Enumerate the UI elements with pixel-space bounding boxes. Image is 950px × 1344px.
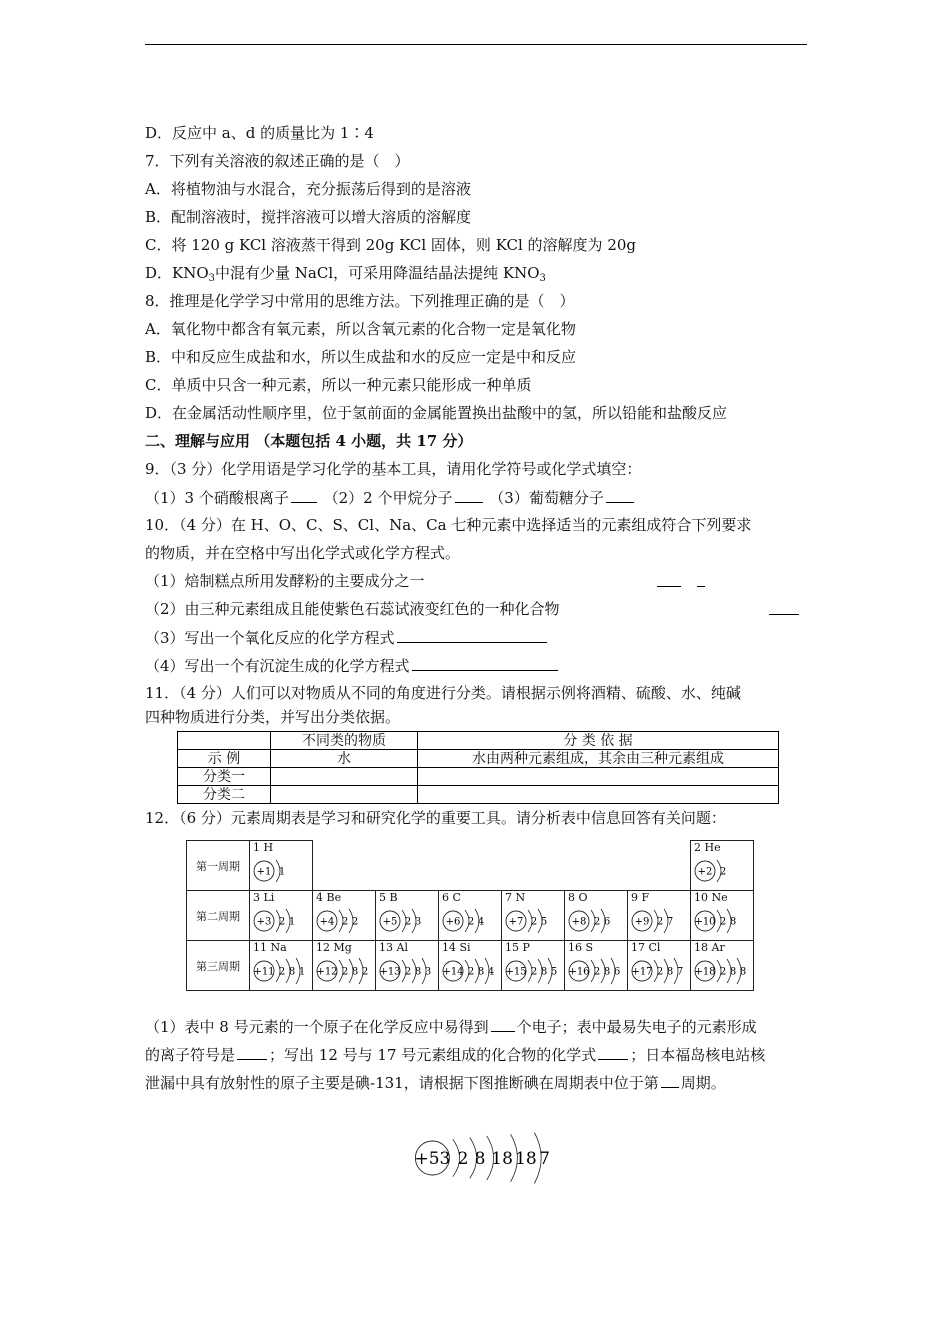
- electron-count: 6: [603, 916, 611, 928]
- electron-count: 2: [341, 966, 349, 978]
- table-row: [178, 750, 779, 768]
- electron-count: 8: [351, 966, 359, 978]
- atom-structure-diagram: [315, 903, 375, 939]
- q7d-text-1: D．KNO: [145, 264, 209, 282]
- electron-count: 8: [540, 966, 548, 978]
- table-cell-input[interactable]: [418, 786, 779, 804]
- element-cell: [250, 841, 313, 891]
- q7d-text-2: 中混有少量 NaCl，可采用降温结晶法提纯 KNO: [215, 264, 540, 282]
- q10-stem-1: 10．（4 分）在 H、O、C、S、Cl、Na、Ca 七种元素中选择适当的元素组成符合下列要求: [145, 516, 752, 534]
- nucleus-charge: +10: [694, 916, 716, 928]
- q9-blank-1[interactable]: [291, 487, 317, 503]
- electron-count: 5: [550, 966, 558, 978]
- electron-count: 1: [298, 966, 306, 978]
- element-name: 8 O: [568, 891, 588, 904]
- q7d-sub-2: 3: [539, 273, 546, 284]
- element-name: 15 P: [505, 941, 530, 954]
- q10-part2: （2）由三种元素组成且能使紫色石蕊试液变红色的一种化合物: [145, 600, 560, 618]
- element-cell: [565, 891, 628, 941]
- electron-count: 2: [656, 966, 664, 978]
- element-cell: [565, 941, 628, 991]
- element-cell: [250, 941, 313, 991]
- element-name: 5 B: [379, 891, 398, 904]
- table-header-cell: [178, 732, 271, 750]
- q12a-text-1: （1）表中 8 号元素的一个原子在化学反应中易得到: [145, 1018, 489, 1036]
- element-name: 18 Ar: [694, 941, 725, 954]
- electron-count: 8: [414, 966, 422, 978]
- element-cell: [439, 941, 502, 991]
- q10-blank-3[interactable]: [397, 627, 547, 643]
- electron-count: 2: [404, 966, 412, 978]
- header-rule: [145, 44, 807, 45]
- q8-stem: 8．推理是化学学习中常用的思维方法。下列推理正确的是（ ）: [145, 292, 575, 310]
- element-cell: [250, 891, 313, 941]
- q10-stem-2: 的物质，并在空格中写出化学式或化学方程式。: [145, 544, 461, 562]
- electron-count: 2: [467, 916, 475, 928]
- q7-option-b: B．配制溶液时，搅拌溶液可以增大溶质的溶解度: [145, 208, 472, 226]
- atom-structure-diagram: [315, 953, 375, 989]
- electron-count: 2: [404, 916, 412, 928]
- electron-count: 2: [656, 916, 664, 928]
- q12c-text-1: 泄漏中具有放射性的原子主要是碘-131，请根据下图推断碘在周期表中位于第: [145, 1074, 659, 1092]
- table-cell: 分类一: [178, 768, 271, 786]
- q7d-sub-1: 3: [208, 273, 216, 284]
- electron-count: 3: [424, 966, 432, 978]
- q7-option-c: C．将 120 g KCl 溶液蒸干得到 20g KCl 固体，则 KCl 的溶解度为 20g: [145, 236, 637, 254]
- q10-blank-1a[interactable]: [657, 571, 681, 587]
- element-name: 12 Mg: [316, 941, 352, 954]
- period-row: [187, 891, 754, 941]
- q12c-text-2: 周期。: [680, 1074, 726, 1092]
- element-cell: [313, 891, 376, 941]
- q12b-text-1: 的离子符号是: [145, 1046, 236, 1064]
- q9-part2: （2）2 个甲烷分子: [323, 489, 453, 507]
- electron-count: 3: [414, 916, 422, 928]
- nucleus-charge: +11: [253, 966, 275, 978]
- electron-count: 2: [719, 916, 727, 928]
- element-cell: [502, 891, 565, 941]
- empty-cell: [565, 841, 628, 891]
- table-header-cell: 分 类 依 据: [418, 732, 779, 750]
- table-cell: 示 例: [178, 750, 271, 768]
- q10-part4: [145, 655, 560, 676]
- q10-part1: （1）焙制糕点所用发酵粉的主要成分之一: [145, 572, 425, 590]
- nucleus-charge: +15: [505, 966, 527, 978]
- period-label: 第一周期: [187, 841, 250, 891]
- electron-count: 8: [288, 966, 296, 978]
- electron-count: 2: [341, 916, 349, 928]
- q7-stem: 7．下列有关溶液的叙述正确的是（ ）: [145, 152, 410, 170]
- empty-cell: [439, 841, 502, 891]
- atom-structure-diagram: [378, 903, 438, 939]
- q8-option-d: D．在金属活动性顺序里，位于氢前面的金属能置换出盐酸中的氢，所以铅能和盐酸反应: [145, 404, 728, 422]
- empty-cell: [628, 841, 691, 891]
- nucleus-charge: +14: [442, 966, 464, 978]
- q8-option-c: C．单质中只含一种元素，所以一种元素只能形成一种单质: [145, 376, 532, 394]
- q9-part3: （3）葡萄糖分子: [489, 489, 604, 507]
- element-name: 11 Na: [253, 941, 287, 954]
- electron-count: 2: [467, 966, 475, 978]
- nucleus-charge: +2: [697, 866, 713, 878]
- electron-count: 2: [719, 866, 727, 878]
- nucleus-charge: +16: [568, 966, 590, 978]
- empty-cell: [376, 841, 439, 891]
- element-name: 9 F: [631, 891, 650, 904]
- nucleus-charge: +9: [634, 916, 650, 928]
- element-name: 1 H: [253, 841, 274, 854]
- nucleus-charge: +17: [631, 966, 653, 978]
- electron-count: 8: [666, 966, 674, 978]
- electron-count: 8: [729, 966, 737, 978]
- q7-option-a: A．将植物油与水混合，充分振荡后得到的是溶液: [145, 180, 471, 198]
- atom-structure-diagram: [252, 853, 312, 889]
- atom-structure-diagram: [441, 903, 501, 939]
- q9-blanks-line: [145, 487, 636, 508]
- element-name: 3 Li: [253, 891, 275, 904]
- table-cell: 水由两种元素组成，其余由三种元素组成: [418, 750, 779, 768]
- atom-structure-diagram: [504, 953, 564, 989]
- table-cell-input[interactable]: [271, 768, 418, 786]
- q10-blank-4[interactable]: [412, 655, 558, 671]
- nucleus-charge: +18: [694, 966, 716, 978]
- q12a-text-2: 个电子；表中最易失电子的元素形成: [516, 1018, 757, 1036]
- table-row: [178, 768, 779, 786]
- electron-count: 1: [288, 916, 296, 928]
- element-cell: [691, 891, 754, 941]
- atom-structure-diagram: [693, 903, 753, 939]
- element-name: 16 S: [568, 941, 594, 954]
- q12-line-1: [145, 1016, 757, 1037]
- electron-count: 2: [278, 966, 286, 978]
- electron-count: 2: [593, 916, 601, 928]
- element-name: 17 Cl: [631, 941, 661, 954]
- element-cell: [502, 941, 565, 991]
- empty-cell: [502, 841, 565, 891]
- electron-count: 4: [487, 966, 495, 978]
- table-cell: 水: [271, 750, 418, 768]
- atom-structure-diagram: [630, 953, 690, 989]
- electron-count: 2: [361, 966, 369, 978]
- electron-count: 4: [477, 916, 485, 928]
- element-name: 14 Si: [442, 941, 471, 954]
- empty-cell: [313, 841, 376, 891]
- electron-count: 7: [666, 916, 674, 928]
- atom-structure-diagram: [630, 903, 690, 939]
- q11-stem-1: 11．（4 分）人们可以对物质从不同的角度进行分类。请根据示例将酒精、硫酸、水、纯碱: [145, 684, 741, 702]
- electron-count: 8: [603, 966, 611, 978]
- element-cell: [691, 941, 754, 991]
- atom-structure-diagram: [567, 953, 627, 989]
- nucleus-charge: +53: [414, 1148, 451, 1169]
- element-cell: [691, 841, 754, 891]
- q9-blank-2[interactable]: [455, 487, 483, 503]
- period-label: 第二周期: [187, 891, 250, 941]
- atom-structure-diagram: [252, 903, 312, 939]
- q10-part4-text: （4）写出一个有沉淀生成的化学方程式: [145, 657, 410, 675]
- classification-table: [177, 731, 779, 804]
- q12-stem: 12．（6 分）元素周期表是学习和研究化学的重要工具。请分析表中信息回答有关问题：: [145, 809, 726, 827]
- nucleus-charge: +5: [382, 916, 398, 928]
- electron-count: 18: [491, 1148, 513, 1169]
- q11-stem-2: 四种物质进行分类，并写出分类依据。: [145, 708, 401, 726]
- electron-count: 1: [278, 866, 286, 878]
- nucleus-charge: +7: [508, 916, 524, 928]
- section-2-title: 二、理解与应用 （本题包括 4 小题，共 17 分）: [145, 432, 473, 450]
- element-name: 7 N: [505, 891, 526, 904]
- q12-blank-4[interactable]: [661, 1072, 679, 1088]
- element-cell: [439, 891, 502, 941]
- table-cell-input[interactable]: [418, 768, 779, 786]
- electron-count: 2: [593, 966, 601, 978]
- q7-option-d: [145, 263, 546, 283]
- electron-count: 8: [474, 1148, 486, 1169]
- periodic-table: [186, 840, 754, 991]
- period-label: 第三周期: [187, 941, 250, 991]
- electron-count: 8: [729, 916, 737, 928]
- q12b-text-3: ；日本福岛核电站核: [630, 1046, 766, 1064]
- atom-structure-diagram: [693, 953, 753, 989]
- nucleus-charge: +6: [445, 916, 461, 928]
- atom-structure-diagram: [567, 903, 627, 939]
- table-cell: 分类二: [178, 786, 271, 804]
- table-header-cell: 不同类的物质: [271, 732, 418, 750]
- q10-part3: [145, 627, 549, 648]
- q10-blank-2[interactable]: [769, 599, 799, 615]
- atom-structure-diagram: [378, 953, 438, 989]
- table-header-row: [178, 732, 779, 750]
- element-cell: [376, 891, 439, 941]
- electron-count: 8: [477, 966, 485, 978]
- q9-blank-3[interactable]: [606, 487, 634, 503]
- atom-structure-diagram: [693, 853, 753, 889]
- nucleus-charge: +13: [379, 966, 401, 978]
- q12-line-2: [145, 1044, 765, 1065]
- element-cell: [628, 941, 691, 991]
- q12-blank-3[interactable]: [598, 1044, 628, 1060]
- element-name: 6 C: [442, 891, 461, 904]
- nucleus-charge: +8: [571, 916, 587, 928]
- atom-structure-diagram: [252, 953, 312, 989]
- electron-count: 2: [278, 916, 286, 928]
- electron-count: 2: [530, 916, 538, 928]
- table-cell-input[interactable]: [271, 786, 418, 804]
- q10-blank-1b[interactable]: [697, 571, 705, 587]
- electron-count: 2: [351, 916, 359, 928]
- q8-option-b: B．中和反应生成盐和水，所以生成盐和水的反应一定是中和反应: [145, 348, 577, 366]
- element-name: 10 Ne: [694, 891, 728, 904]
- atom-structure-diagram: [441, 953, 501, 989]
- iodine-atom-diagram: [412, 1118, 551, 1198]
- q6-option-d: D．反应中 a、d 的质量比为 1∶4: [145, 124, 374, 142]
- period-row: [187, 841, 754, 891]
- table-row: [178, 786, 779, 804]
- electron-count: 2: [719, 966, 727, 978]
- q10-part3-text: （3）写出一个氧化反应的化学方程式: [145, 629, 395, 647]
- electron-count: 2: [457, 1148, 469, 1169]
- atom-structure-diagram: [504, 903, 564, 939]
- electron-count: 5: [540, 916, 548, 928]
- electron-count: 7: [676, 966, 684, 978]
- element-cell: [313, 941, 376, 991]
- q12-blank-2[interactable]: [237, 1044, 267, 1060]
- electron-count: 8: [739, 966, 747, 978]
- element-cell: [628, 891, 691, 941]
- q9-stem: 9．（3 分）化学用语是学习化学的基本工具，请用化学符号或化学式填空：: [145, 460, 642, 478]
- q12-line-3: [145, 1072, 726, 1093]
- electron-count: 6: [613, 966, 621, 978]
- nucleus-charge: +12: [316, 966, 338, 978]
- element-name: 4 Be: [316, 891, 342, 904]
- period-row: [187, 941, 754, 991]
- q12-blank-1[interactable]: [491, 1016, 515, 1032]
- q8-option-a: A．氧化物中都含有氧元素，所以含氧元素的化合物一定是氧化物: [145, 320, 576, 338]
- electron-count: 18: [515, 1148, 537, 1169]
- element-cell: [376, 941, 439, 991]
- element-name: 2 He: [694, 841, 721, 854]
- nucleus-charge: +4: [319, 916, 335, 928]
- electron-count: 2: [530, 966, 538, 978]
- electron-count: 7: [539, 1148, 551, 1169]
- element-name: 13 Al: [379, 941, 408, 954]
- q12b-text-2: ；写出 12 号与 17 号元素组成的化合物的化学式: [269, 1046, 597, 1064]
- nucleus-charge: +3: [256, 916, 272, 928]
- q9-part1: （1）3 个硝酸根离子: [145, 489, 289, 507]
- nucleus-charge: +1: [256, 866, 272, 878]
